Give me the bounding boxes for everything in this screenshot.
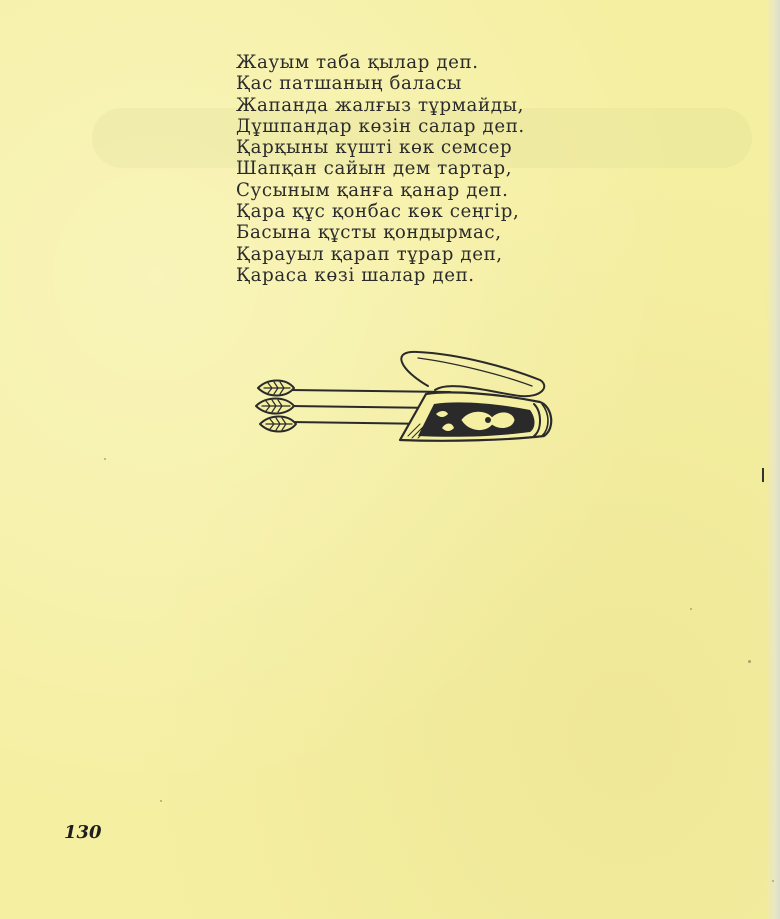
poem-line: Қарқыны күшті көк семсер [236, 137, 513, 159]
poem-line: Дұшпандар көзін салар деп. [236, 115, 525, 137]
poem-line: Қарауыл қарап тұрар деп, [236, 243, 503, 265]
poem-line: Қас патшаның баласы [236, 73, 462, 95]
poem-line: Қараса көзі шалар деп. [236, 264, 475, 286]
poem-stanza [236, 52, 525, 286]
page-edge [766, 0, 780, 919]
poem-line: Жауым таба қылар деп. [236, 52, 479, 73]
poem-line: Қара құс қонбас көк сеңгір, [236, 201, 520, 223]
page-number: 130 [64, 822, 102, 843]
poem-line: Сусыным қанға қанар деп. [236, 179, 509, 201]
poem-line: Жапанда жалғыз тұрмайды, [236, 94, 524, 116]
poem-line: Шапқан сайын дем тартар, [236, 158, 513, 180]
quiver-with-arrows-icon [250, 340, 560, 450]
margin-mark [762, 468, 764, 482]
poem-line: Басына құсты қондырмас, [236, 222, 502, 244]
